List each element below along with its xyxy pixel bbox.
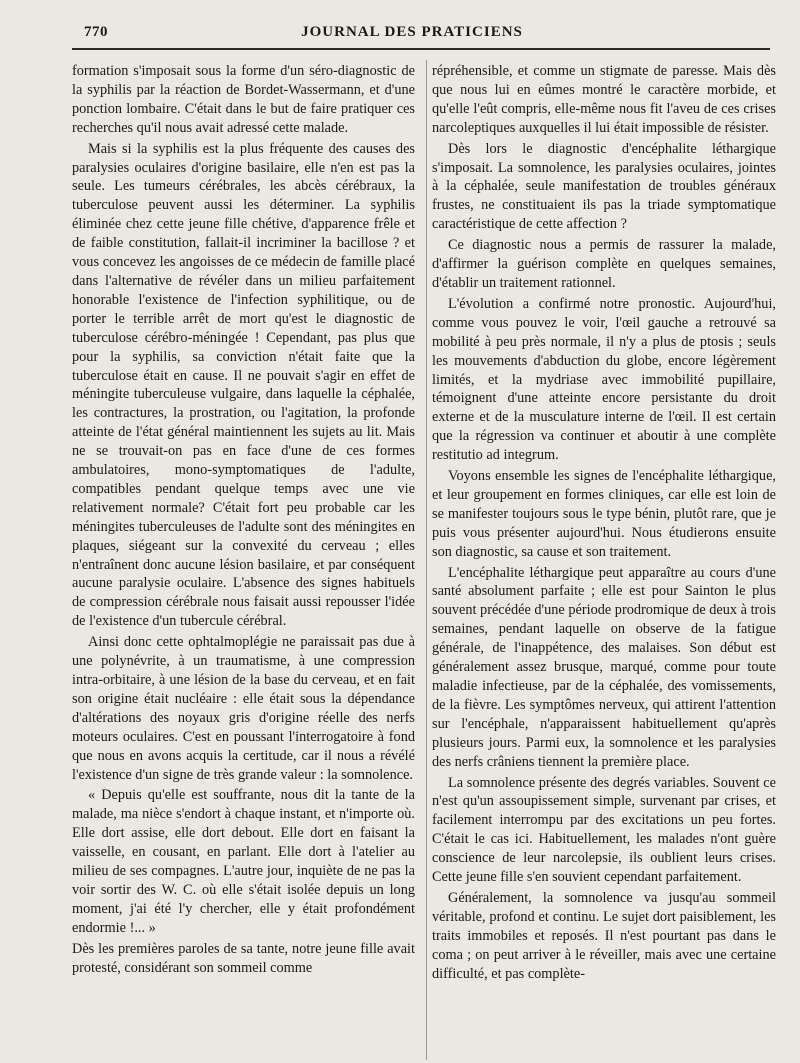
paragraph: La somnolence présente des degrés variables. Souvent ce n'est qu'un assoupissement simple, survenant par crises, et facilement interrompu par des excitations un peu fortes. C'était le cas ici. Habituellement, les malades n'ont guère conscience de leur narcolepsie, ils oublient leurs crises. Cette jeune fille s'en souvient cependant parfaitement. xyxy=(432,774,776,886)
running-header xyxy=(72,20,752,46)
quoted-paragraph: « Depuis qu'elle est souffrante, nous dit la tante de la malade, ma nièce s'endort à chaque instant, et n'importe où. Elle dort assise, elle dort debout. Elle dort en faisant la vaisselle, en cousant, en parlant. Elle dort à l'atelier au milieu de ses compagnes. L'autre jour, inquiète de ne pas la voir sortir des W. C. où elle s'était isolée depuis un long moment, j'ai été l'y chercher, elle y était profondément endormie !... » xyxy=(72,787,415,936)
paragraph: Ainsi donc cette ophtalmoplégie ne paraissait pas due à une polynévrite, à un traumatisme, à une compression intra-orbitaire, à une lésion de la base du cerveau, et en fait son origine était nucléaire : elle était sous la dépendance d'altérations des noyaux gris d'origine réelle des nerfs moteurs oculaires. C'est en poussant l'interrogatoire à fond que nous en avons acquis la certitude, car il nous a révélé l'existence d'un signe de très grande valeur : la somnolence. xyxy=(72,634,415,783)
paragraph: Ce diagnostic nous a permis de rassurer la malade, d'affirmer la guérison complète en quelques semaines, d'établir un traitement rationnel. xyxy=(432,237,776,291)
paragraph: Mais si la syphilis est la plus fréquente des causes des paralysies oculaires d'origine basilaire, elle n'en est pas la seule. Les tumeurs cérébrales, les abcès cérébraux, la tuberculose peuvent aussi les déterminer. La syphilis éliminée chez cette jeune fille chétive, d'apparence frêle et de faible constitution, fallait-il incriminer la bacillose ? et vous concevez les angoisses de ce médecin de famille placé dans l'alternative de révéler dans un milieu parfaitement honorable l'existence de l'infection syphilitique, ou de porter le terrible arrêt de mort qu'est le diagnostic de tuberculose cérébro-méningée ! Cependant, pas plus que pour la syphilis, sa conviction n'était faite que la tuberculose était en cause. Il ne pouvait s'agir en effet de méningite tuberculeuse vulgaire, dans laquelle la céphalée, les contractures, la prostration, ou l'agitation, la profonde atteinte de l'état général maintiennent les sujets au lit. Mais ne se trouvait-on pas en face d'une de ces formes ambulatoires, mono-symptomatiques de l'adulte, compatibles pendant quelque temps avec une vie relativement normale? C'était fort peu probable car les méningites tuberculeuses de l'adulte sont des méningites en plaques, siégeant sur la convexité du cerveau ; elles n'entraînent donc aucune lésion basilaire, et par conséquent aucune paralysie oculaire. L'absence des signes habituels de compression cérébrale nous faisait aussi repousser l'idée de l'existence d'un tubercule cérébral. xyxy=(72,140,415,630)
paragraph: Dès lors le diagnostic d'encéphalite léthargique s'imposait. La somnolence, les paralysies oculaires, jointes à la céphalée, seule manifestation de troubles généraux frustes, ne constituaient ils pas la triade symptomatique caractéristique de cette affection ? xyxy=(432,140,776,233)
paragraph: Généralement, la somnolence va jusqu'au sommeil véritable, profond et continu. Le sujet dort paisiblement, les traits immobiles et reposés. Il n'est pourtant pas dans le coma ; on peut arriver à le réveiller, mais avec une certaine difficulté, et pas complète- xyxy=(432,889,776,982)
paragraph: formation s'imposait sous la forme d'un séro-diagnostic de la syphilis par la réaction de Bordet-Wassermann, et d'une ponction lombaire. C'était dans le but de faire pratiquer ces recherches qu'il nous avait adressé cette malade. xyxy=(72,63,415,136)
paragraph: répréhensible, et comme un stigmate de paresse. Mais dès que nous lui en eûmes montré le caractère morbide, et qu'elle l'eût compris, elle-même nous fit l'aveu de ces crises narcoleptiques auxquelles il lui était impossible de résister. xyxy=(432,63,776,136)
paragraph: L'encéphalite léthargique peut apparaître au cours d'une santé absolument parfaite ; elle est pour Sainton le plus souvent précédée d'une période prodromique de deux à trois semaines, pendant laquelle on observe de la fatigue générale, de l'inappétence, des malaises. Son début est généralement assez brusque, marqué, comme pour toute maladie infectieuse, par de la céphalée, des vomissements, de la fièvre. Les symptômes nerveux, qui attirent l'attention sur l'encéphale, n'apparaissent habituellement qu'après plusieurs jours. Parmi eux, la somnolence et les paralysies des nerfs crâniens tiennent la première place. xyxy=(432,564,776,770)
paragraph: L'évolution a confirmé notre pronostic. Aujourd'hui, comme vous pouvez le voir, l'œil gauche a retrouvé sa mobilité à peu près normale, il n'y a plus de ptosis ; seuls les mouvements d'abduction du globe, encore légèrement limités, et la mydriase avec immobilité pupillaire, témoignent d'une atteinte encore persistante du droit externe et de la musculature interne de l'œil. Il est certain que la régression va continuer et aboutir à une complète restitutio ad integrum. xyxy=(432,295,776,464)
paragraph: Voyons ensemble les signes de l'encéphalite léthargique, et leur groupement en formes cliniques, car elle est loin de se manifester toujours sous le type bénin, plutôt rare, que je puis vous présenter aujourd'hui. Nous étudierons ensuite son diagnostic, sa cause et son traitement. xyxy=(432,468,776,560)
column-divider xyxy=(426,60,427,1060)
journal-title: JOURNAL DES PRATICIENS xyxy=(301,24,523,40)
paragraph: Dès les premières paroles de sa tante, notre jeune fille avait protesté, considérant son sommeil comme xyxy=(72,940,415,976)
header-rule xyxy=(72,48,770,50)
page-number: 770 xyxy=(84,24,108,40)
right-column xyxy=(432,62,776,1058)
left-column xyxy=(72,62,415,1058)
